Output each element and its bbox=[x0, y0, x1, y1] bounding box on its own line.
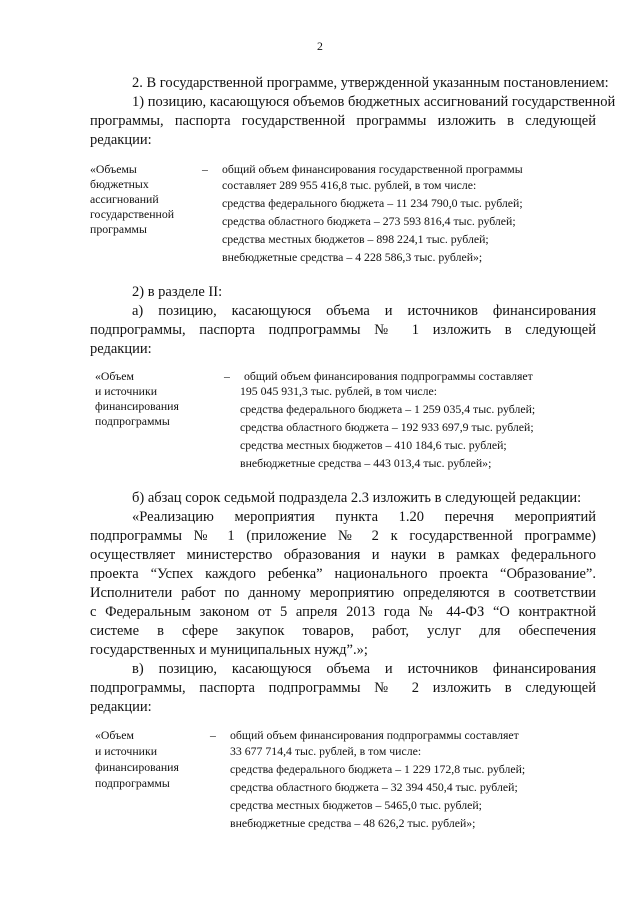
box3-line: внебюджетные средства – 48 626,2 тыс. рублей»; bbox=[230, 816, 476, 830]
item-b-quote-line: системе в сфере закупок товаров, работ, услуг для обеспечения bbox=[90, 623, 596, 639]
box3-dash: – bbox=[210, 728, 216, 742]
box1-label-line: ассигнований bbox=[90, 192, 159, 206]
box1-label-line: программы bbox=[90, 222, 147, 236]
box1-dash: – bbox=[202, 162, 208, 176]
box3-label-line: «Объем bbox=[95, 728, 134, 742]
box2-label-line: «Объем bbox=[95, 369, 134, 383]
box1-line: составляет 289 955 416,8 тыс. рублей, в том числе: bbox=[222, 178, 477, 192]
box3-line: средства местных бюджетов – 5465,0 тыс. рублей; bbox=[230, 798, 482, 812]
item-b-quote-line: осуществляет министерство образования и науки в рамках федерального bbox=[90, 547, 596, 563]
box3-line: средства областного бюджета – 32 394 450,4 тыс. рублей; bbox=[230, 780, 518, 794]
box2-line: средства местных бюджетов – 410 184,6 тыс. рублей; bbox=[240, 438, 507, 452]
box1-line: средства областного бюджета – 273 593 816,4 тыс. рублей; bbox=[222, 214, 516, 228]
box2-line: средства областного бюджета – 192 933 697,9 тыс. рублей; bbox=[240, 420, 534, 434]
box2-label-line: финансирования bbox=[95, 399, 179, 413]
item2-1-line1: 1) позицию, касающуюся объемов бюджетных ассигнований государственной bbox=[132, 94, 616, 110]
item-b-quote-line: государственных и муниципальных нужд”.»; bbox=[90, 642, 368, 658]
box3-line: общий объем финансирования подпрограммы составляет bbox=[230, 728, 519, 742]
box1-line: общий объем финансирования государственной программы bbox=[222, 162, 523, 176]
item-a-line2: подпрограммы, паспорта подпрограммы № 1 изложить в следующей bbox=[90, 322, 596, 338]
item2-1-line3: редакции: bbox=[90, 132, 152, 148]
box1-line: средства федерального бюджета – 11 234 790,0 тыс. рублей; bbox=[222, 196, 523, 210]
box1-line: средства местных бюджетов – 898 224,1 тыс. рублей; bbox=[222, 232, 489, 246]
item-a-line1: а) позицию, касающуюся объема и источников финансирования bbox=[132, 303, 596, 319]
box1-label-line: бюджетных bbox=[90, 177, 149, 191]
box1-label-line: «Объемы bbox=[90, 162, 137, 176]
box2-line: внебюджетные средства – 443 013,4 тыс. рублей»; bbox=[240, 456, 492, 470]
item-b-quote-line: подпрограммы № 1 (приложение № 2 к государственной программе) bbox=[90, 528, 596, 544]
item2-2-heading: 2) в разделе II: bbox=[132, 284, 223, 300]
item-a-line3: редакции: bbox=[90, 341, 152, 357]
item-v-line2: подпрограммы, паспорта подпрограммы № 2 изложить в следующей bbox=[90, 680, 596, 696]
box2-dash: – bbox=[224, 369, 230, 383]
box3-line: 33 677 714,4 тыс. рублей, в том числе: bbox=[230, 744, 422, 758]
item2-heading: 2. В государственной программе, утвержденной указанным постановлением: bbox=[132, 75, 609, 91]
box2-line: средства федерального бюджета – 1 259 035,4 тыс. рублей; bbox=[240, 402, 536, 416]
item-b-quote-line: «Реализацию мероприятия пункта 1.20 перечня мероприятий bbox=[132, 509, 596, 525]
box1-line: внебюджетные средства – 4 228 586,3 тыс. рублей»; bbox=[222, 250, 483, 264]
item-b-quote-line: с Федеральным законом от 5 апреля 2013 года № 44-ФЗ “О контрактной bbox=[90, 604, 596, 620]
box3-line: средства федерального бюджета – 1 229 172,8 тыс. рублей; bbox=[230, 762, 526, 776]
item-b-heading: б) абзац сорок седьмой подраздела 2.3 изложить в следующей редакции: bbox=[132, 490, 582, 506]
page-number: 2 bbox=[317, 39, 323, 53]
box2-line: общий объем финансирования подпрограммы составляет bbox=[244, 369, 533, 383]
item-b-quote-line: проекта “Успех каждого ребенка” национального проекта “Образование”. bbox=[90, 566, 596, 582]
box3-label-line: и источники bbox=[95, 744, 158, 758]
box1-label-line: государственной bbox=[90, 207, 175, 221]
item-v-line1: в) позицию, касающуюся объема и источников финансирования bbox=[132, 661, 596, 677]
box2-line: 195 045 931,3 тыс. рублей, в том числе: bbox=[240, 384, 438, 398]
item-b-quote-line: Исполнители работ по данному мероприятию определяются в соответствии bbox=[90, 585, 596, 601]
box3-label-line: финансирования bbox=[95, 760, 179, 774]
box2-label-line: подпрограммы bbox=[95, 414, 170, 428]
box3-label-line: подпрограммы bbox=[95, 776, 170, 790]
item2-1-line2: программы, паспорта государственной программы изложить в следующей bbox=[90, 113, 596, 129]
item-v-line3: редакции: bbox=[90, 699, 152, 715]
box2-label-line: и источники bbox=[95, 384, 158, 398]
